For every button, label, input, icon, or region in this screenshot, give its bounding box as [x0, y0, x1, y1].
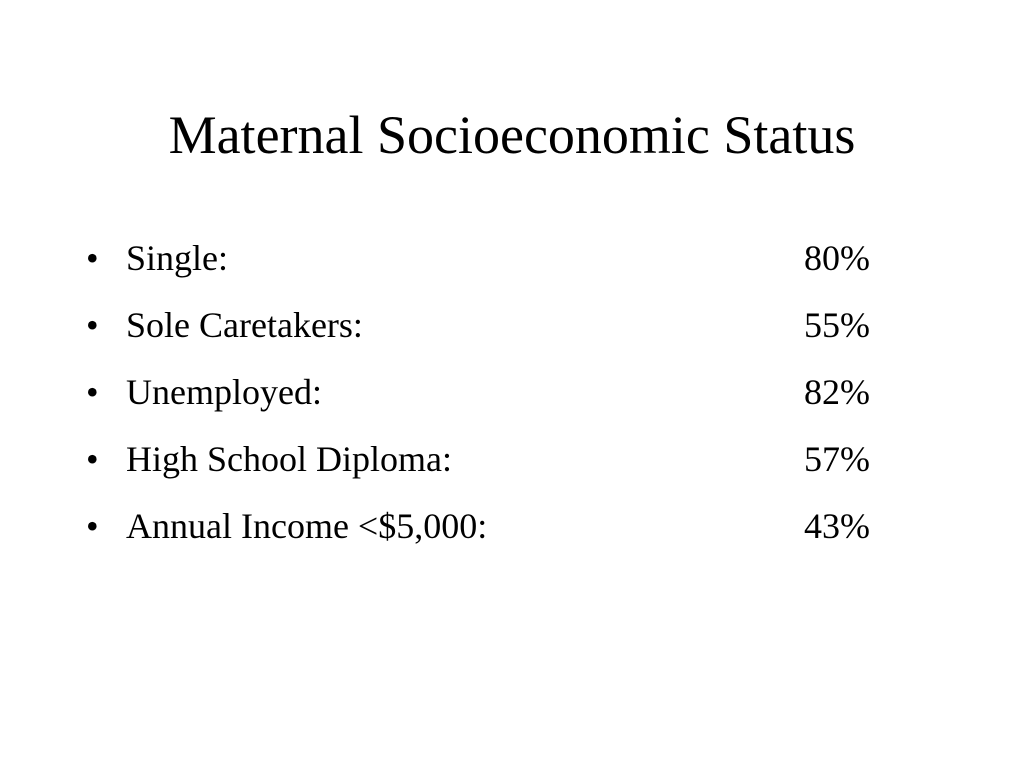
bullet-icon: • — [86, 372, 99, 412]
list-item — [86, 432, 906, 499]
item-value: 55% — [804, 305, 870, 345]
item-value: 80% — [804, 238, 870, 278]
bullet-icon: • — [86, 238, 99, 278]
bullet-list — [86, 231, 906, 566]
slide-title: Maternal Socioeconomic Status — [168, 105, 856, 165]
item-label: Single: — [126, 238, 229, 278]
list-item — [86, 499, 906, 566]
bullet-icon: • — [86, 305, 99, 345]
item-label: High School Diploma: — [126, 439, 452, 479]
bullet-icon: • — [86, 506, 99, 546]
item-label: Annual Income <$5,000: — [126, 506, 488, 546]
item-value: 43% — [804, 506, 870, 546]
item-label: Unemployed: — [126, 372, 322, 412]
bullet-icon: • — [86, 439, 99, 479]
item-value: 82% — [804, 372, 870, 412]
item-value: 57% — [804, 439, 870, 479]
list-item — [86, 231, 906, 298]
list-item — [86, 298, 906, 365]
item-label: Sole Caretakers: — [126, 305, 363, 345]
list-item — [86, 365, 906, 432]
